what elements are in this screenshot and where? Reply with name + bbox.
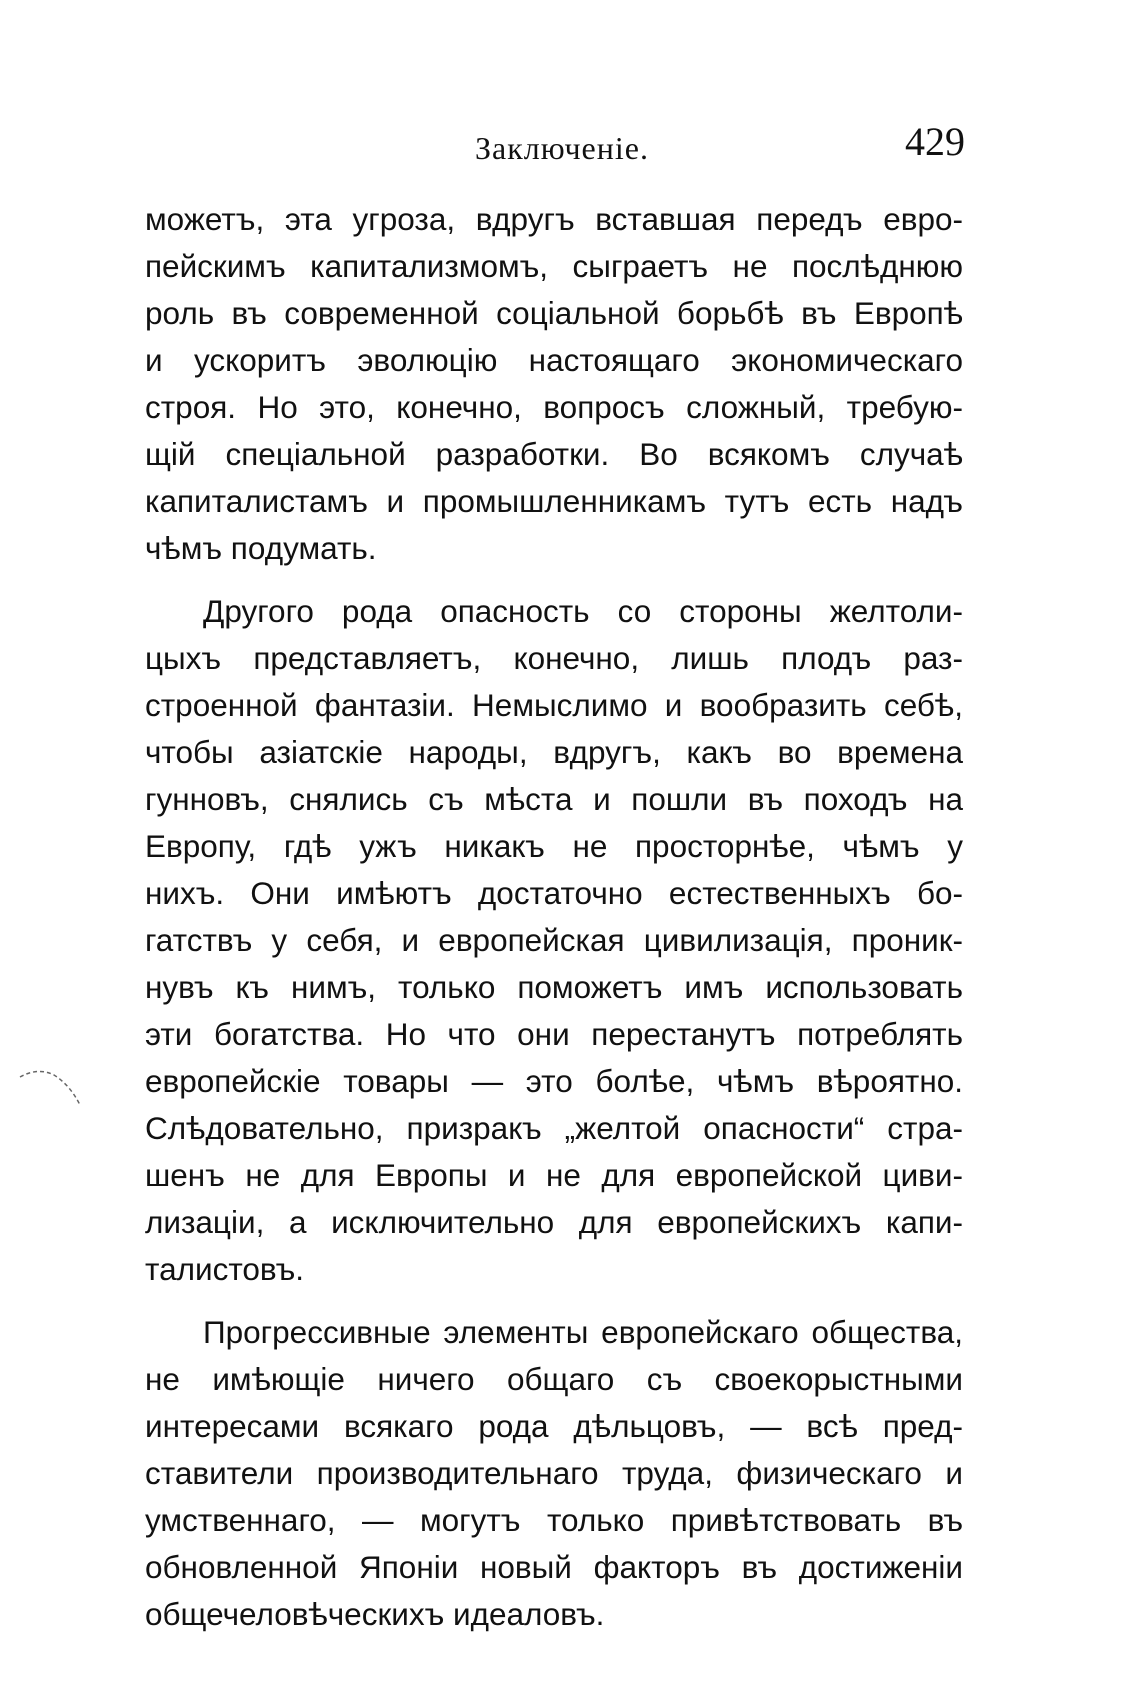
text-line: шенъ не для Европы и не для европейской циви-: [145, 1157, 963, 1193]
text-line: щій спеціальной разработки. Во всякомъ случаѣ: [145, 436, 963, 472]
scan-mark-icon: [18, 1065, 88, 1125]
text-line: чтобы азіатскіе народы, вдругъ, какъ во времена: [145, 734, 963, 770]
text-line: цыхъ представляетъ, конечно, лишь плодъ раз-: [145, 640, 963, 676]
page-header: [145, 118, 965, 178]
text-line: Прогрессивные элементы европейскаго общества,: [203, 1314, 963, 1350]
page-number: 429: [905, 119, 965, 164]
text-line: эти богатства. Но что они перестанутъ потреблять: [145, 1016, 963, 1052]
text-line: лизаціи, а исключительно для европейскихъ капи-: [145, 1204, 963, 1240]
text-line: европейскіе товары — это болѣе, чѣмъ вѣроятно.: [145, 1063, 963, 1099]
text-line: не имѣющіе ничего общаго съ своекорыстными: [145, 1361, 963, 1397]
paragraph: [145, 588, 963, 1293]
paragraph: [145, 196, 963, 572]
text-line: гатствъ у себя, и европейская цивилизація, проник-: [145, 922, 963, 958]
body-text: [145, 196, 963, 1654]
text-line: Слѣдовательно, призракъ „желтой опасности“ стра-: [145, 1110, 963, 1146]
text-line: Европу, гдѣ ужъ никакъ не просторнѣе, чѣмъ у: [145, 828, 963, 864]
text-line: строя. Но это, конечно, вопросъ сложный, требую-: [145, 389, 963, 425]
text-line: можетъ, эта угроза, вдругъ вставшая передъ евро-: [145, 201, 963, 237]
paragraph: [145, 1309, 963, 1638]
text-line: чѣмъ подумать.: [145, 530, 377, 566]
text-line: строенной фантазіи. Немыслимо и вообразить себѣ,: [145, 687, 963, 723]
text-line: ставители производительнаго труда, физическаго и: [145, 1455, 963, 1491]
running-title: Заключеніе.: [475, 130, 649, 166]
text-line: общечеловѣческихъ идеаловъ.: [145, 1596, 605, 1632]
text-line: нихъ. Они имѣютъ достаточно естественныхъ бо-: [145, 875, 963, 911]
text-line: нувъ къ нимъ, только поможетъ имъ использовать: [145, 969, 963, 1005]
text-line: капиталистамъ и промышленникамъ тутъ есть надъ: [145, 483, 963, 519]
text-line: интересами всякаго рода дѣльцовъ, — всѣ пред-: [145, 1408, 963, 1444]
text-line: талистовъ.: [145, 1251, 305, 1287]
text-line: обновленной Японіи новый факторъ въ достиженіи: [145, 1549, 963, 1585]
text-line: гунновъ, снялись съ мѣста и пошли въ походъ на: [145, 781, 963, 817]
text-line: Другого рода опасность со стороны желтоли-: [203, 593, 963, 629]
text-line: и ускоритъ эволюцію настоящаго экономическаго: [145, 342, 963, 378]
text-line: умственнаго, — могутъ только привѣтствовать въ: [145, 1502, 963, 1538]
text-line: пейскимъ капитализмомъ, сыграетъ не послѣднюю: [145, 248, 963, 284]
text-line: роль въ современной соціальной борьбѣ въ Европѣ: [145, 295, 963, 331]
